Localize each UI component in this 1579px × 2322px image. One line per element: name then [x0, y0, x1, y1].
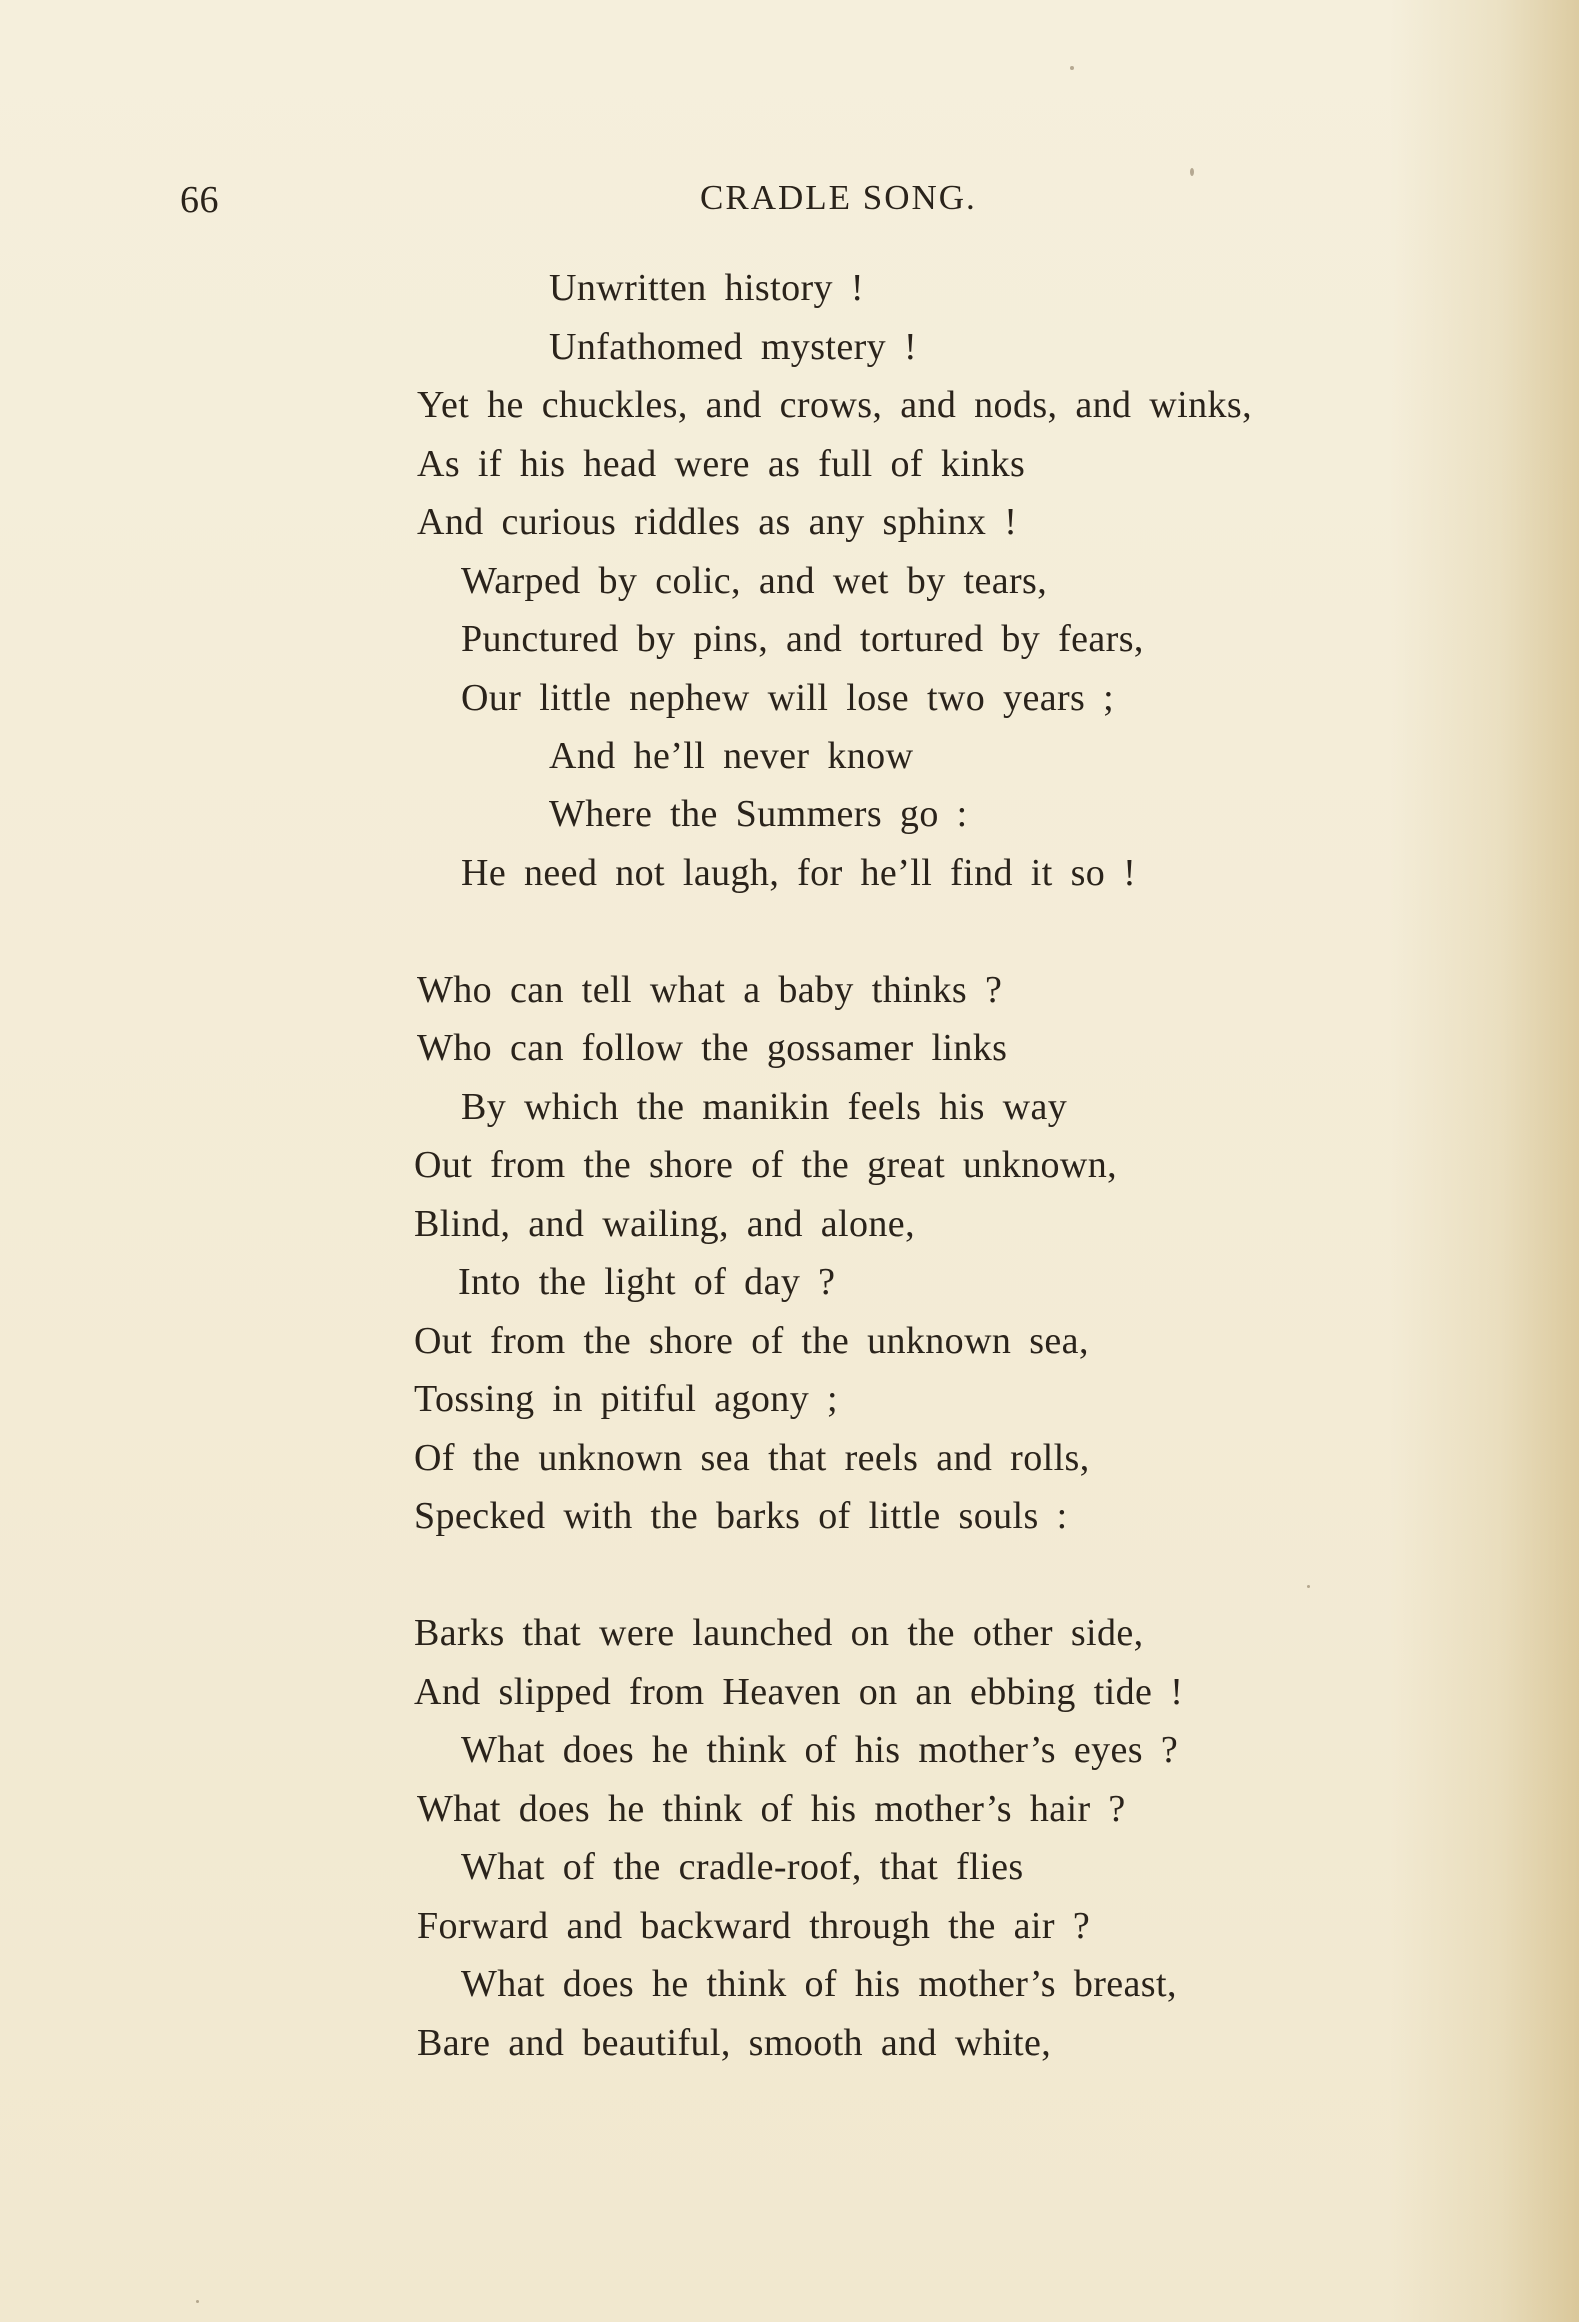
- poem-line: And curious riddles as any sphinx !: [417, 501, 1018, 543]
- paper-speck: [1307, 1585, 1310, 1588]
- poem-line: What does he think of his mother’s eyes ?: [461, 1729, 1179, 1771]
- page-header: [0, 178, 1579, 228]
- poem-line: What does he think of his mother’s hair ?: [417, 1788, 1126, 1830]
- poem-line: And slipped from Heaven on an ebbing tide !: [414, 1671, 1184, 1713]
- poem-line: And he’ll never know: [549, 735, 914, 777]
- poem-line: Who can follow the gossamer links: [417, 1027, 1008, 1069]
- page-number: 66: [180, 179, 219, 221]
- poem-line: He need not laugh, for he’ll find it so !: [461, 852, 1137, 894]
- poem-line: Tossing in pitiful agony ;: [414, 1378, 838, 1420]
- poem-line: By which the manikin feels his way: [461, 1086, 1068, 1128]
- poem-line: What does he think of his mother’s breast,: [461, 1963, 1177, 2005]
- poem-line: Barks that were launched on the other side,: [414, 1612, 1144, 1654]
- poem-line: Where the Summers go :: [549, 793, 968, 835]
- poem-line: Into the light of day ?: [458, 1261, 836, 1303]
- poem-line: Unwritten history !: [549, 267, 864, 309]
- paper-speck: [1190, 168, 1194, 176]
- poem-line: Out from the shore of the unknown sea,: [414, 1320, 1089, 1362]
- poem-line: Of the unknown sea that reels and rolls,: [414, 1437, 1090, 1479]
- poem-line: Out from the shore of the great unknown,: [414, 1144, 1118, 1186]
- poem-line: As if his head were as full of kinks: [417, 443, 1026, 485]
- poem-line: Warped by colic, and wet by tears,: [461, 560, 1048, 602]
- poem-line: What of the cradle-roof, that flies: [461, 1846, 1024, 1888]
- poem-line: Blind, and wailing, and alone,: [414, 1203, 915, 1245]
- poem-line: Who can tell what a baby thinks ?: [417, 969, 1003, 1011]
- poem-line: Bare and beautiful, smooth and white,: [417, 2022, 1052, 2064]
- paper-speck: [196, 2300, 199, 2303]
- poem-line: Specked with the barks of little souls :: [414, 1495, 1068, 1537]
- poem-line: Punctured by pins, and tortured by fears,: [461, 618, 1144, 660]
- paper-speck: [1070, 66, 1074, 70]
- poem-line: Our little nephew will lose two years ;: [461, 677, 1115, 719]
- poem-line: Yet he chuckles, and crows, and nods, and winks,: [417, 384, 1252, 426]
- poem-line: Forward and backward through the air ?: [417, 1905, 1091, 1947]
- poem-line: Unfathomed mystery !: [549, 326, 918, 368]
- running-title: CRADLE SONG.: [700, 178, 977, 217]
